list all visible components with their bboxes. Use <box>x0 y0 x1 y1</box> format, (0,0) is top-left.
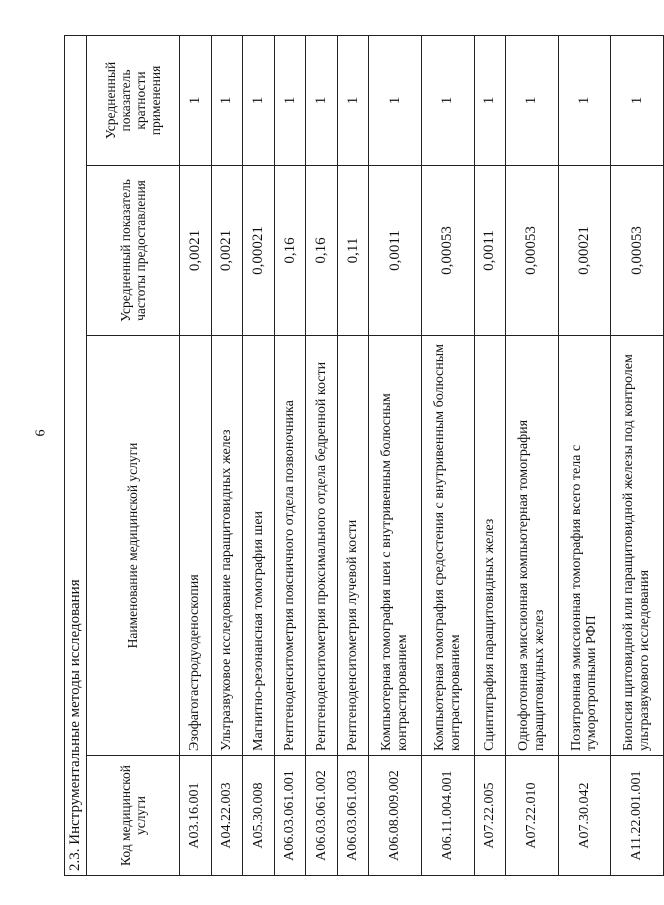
header-frequency: Усредненный показатель частоты предоставления <box>87 166 180 336</box>
cell-multiplicity: 1 <box>421 35 474 165</box>
table-row <box>369 35 422 875</box>
cell-multiplicity: 1 <box>337 35 369 165</box>
page-number: 6 <box>33 429 49 437</box>
table-row <box>337 35 369 875</box>
cell-multiplicity: 1 <box>306 35 338 165</box>
header-code: Код медицинской услуги <box>87 756 180 876</box>
cell-frequency: 0,16 <box>306 166 338 336</box>
cell-code: A05.30.008 <box>243 756 275 876</box>
cell-multiplicity: 1 <box>274 35 306 165</box>
header-name: Наименование медицинской услуги <box>87 336 180 756</box>
table-row <box>180 35 212 875</box>
cell-name: Компьютерная томография шеи с внутривенным болюсным контрастированием <box>369 336 422 756</box>
cell-frequency: 0,00053 <box>506 166 559 336</box>
cell-frequency: 0,00053 <box>611 166 664 336</box>
cell-multiplicity: 1 <box>180 35 212 165</box>
rotated-page-content <box>64 36 664 876</box>
cell-code: A04.22.003 <box>211 756 243 876</box>
table-row <box>211 35 243 875</box>
cell-code: A06.03.061.003 <box>337 756 369 876</box>
table-row <box>306 35 338 875</box>
cell-name: Сцинтиграфия паращитовидных желез <box>474 336 506 756</box>
table-body <box>180 35 664 875</box>
header-multiplicity: Усредненный показатель кратности применения <box>87 35 180 165</box>
section-title-row <box>65 35 87 875</box>
cell-frequency: 0,0011 <box>369 166 422 336</box>
cell-code: A07.22.005 <box>474 756 506 876</box>
services-table <box>64 35 664 876</box>
section-title: 2.3. Инструментальные методы исследования <box>65 35 87 875</box>
cell-name: Компьютерная томография средостения с внутривенным болюсным контрастированием <box>421 336 474 756</box>
cell-name: Рентгеноденситометрия поясничного отдела позвоночника <box>274 336 306 756</box>
table-row <box>558 35 611 875</box>
cell-frequency: 0,0011 <box>474 166 506 336</box>
cell-code: A07.30.042 <box>558 756 611 876</box>
cell-code: A03.16.001 <box>180 756 212 876</box>
cell-name: Рентгеноденситометрия лучевой кости <box>337 336 369 756</box>
cell-code: A07.22.010 <box>506 756 559 876</box>
cell-code: A06.03.061.001 <box>274 756 306 876</box>
cell-code: A11.22.001.001 <box>611 756 664 876</box>
cell-multiplicity: 1 <box>474 35 506 165</box>
cell-frequency: 0,11 <box>337 166 369 336</box>
table-row <box>506 35 559 875</box>
cell-code: A06.11.004.001 <box>421 756 474 876</box>
cell-frequency: 0,00021 <box>243 166 275 336</box>
cell-multiplicity: 1 <box>211 35 243 165</box>
cell-name: Магнитно-резонансная томография шеи <box>243 336 275 756</box>
cell-name: Однофотонная эмиссионная компьютерная томография паращитовидных желез <box>506 336 559 756</box>
cell-frequency: 0,0021 <box>211 166 243 336</box>
cell-name: Рентгеноденситометрия проксимального отдела бедренной кости <box>306 336 338 756</box>
table-row <box>243 35 275 875</box>
table-row <box>421 35 474 875</box>
cell-name: Биопсия щитовидной или паращитовидной железы под контролем ультразвукового исследования <box>611 336 664 756</box>
header-row <box>87 35 180 875</box>
cell-frequency: 0,16 <box>274 166 306 336</box>
cell-name: Ультразвуковое исследование паращитовидных желез <box>211 336 243 756</box>
cell-frequency: 0,00021 <box>558 166 611 336</box>
cell-multiplicity: 1 <box>369 35 422 165</box>
cell-multiplicity: 1 <box>506 35 559 165</box>
table-row <box>274 35 306 875</box>
cell-multiplicity: 1 <box>243 35 275 165</box>
cell-multiplicity: 1 <box>558 35 611 165</box>
cell-code: A06.08.009.002 <box>369 756 422 876</box>
cell-name: Эзофагогастродуоденоскопия <box>180 336 212 756</box>
cell-name: Позитронная эмиссионная томография всего тела с туморотропными РФП <box>558 336 611 756</box>
table-row <box>611 35 664 875</box>
cell-frequency: 0,0021 <box>180 166 212 336</box>
cell-frequency: 0,00053 <box>421 166 474 336</box>
cell-multiplicity: 1 <box>611 35 664 165</box>
table-row <box>474 35 506 875</box>
cell-code: A06.03.061.002 <box>306 756 338 876</box>
